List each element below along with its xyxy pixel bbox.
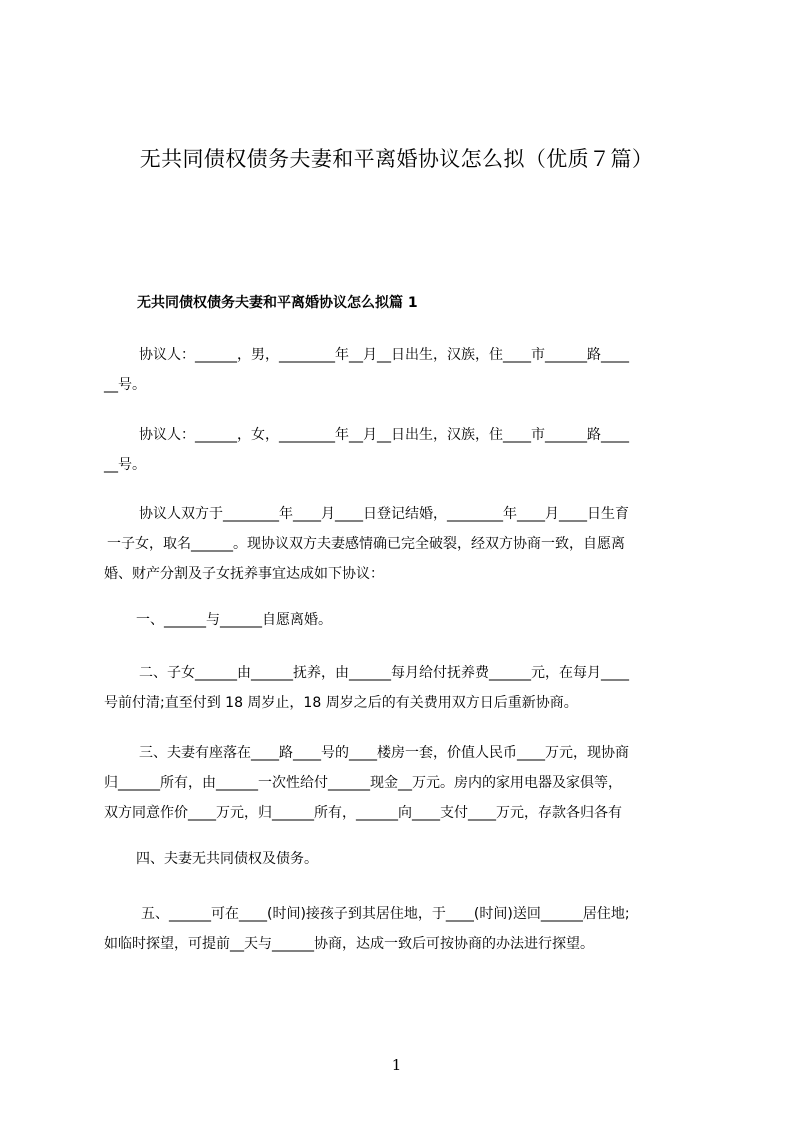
- marriage-info-paragraph: [104, 499, 704, 589]
- clause-1: [104, 605, 704, 635]
- clause-2: [104, 658, 704, 718]
- paragraph-line: 五、______可在____(时间)接孩子到其居住地，于____(时间)送回______居住地;: [141, 906, 630, 922]
- paragraph-line: 二、子女______由______抚养，由______每月给付抚养费______元，在每月____: [139, 665, 629, 681]
- paragraph-line: 归______所有，由______一次性给付______现金__万元。房内的家用电器及家俱等，: [104, 775, 622, 791]
- document-title: 无共同债权债务夫妻和平离婚协议怎么拟（优质７篇）: [139, 147, 654, 171]
- paragraph-line: __号。: [104, 377, 146, 393]
- paragraph-line: 双方同意作价____万元，归______所有，______向____支付____万元，存款各归各有: [104, 805, 622, 821]
- paragraph-line: 一、______与______自愿离婚。: [136, 612, 332, 628]
- paragraph-line: 一子女，取名______。现协议双方夫妻感情确已完全破裂，经双方协商一致，自愿离: [107, 536, 625, 552]
- clause-3: [104, 738, 704, 828]
- paragraph-line: 三、夫妻有座落在____路____号的____楼房一套，价值人民币____万元，现协商: [139, 745, 629, 761]
- paragraph-line: 四、夫妻无共同债权及债务。: [136, 851, 318, 867]
- page-number: 1: [391, 1056, 402, 1074]
- paragraph-line: 协议人：______，女，________年__月__日出生，汉族，住____市______路____: [139, 427, 629, 443]
- paragraph-line: 如临时探望，可提前__天与______协商，达成一致后可按协商的办法进行探望。: [104, 936, 594, 952]
- paragraph-line: __号。: [104, 457, 146, 473]
- paragraph-line: 号前付清;直至付到 18 周岁止，18 周岁之后的有关费用双方日后重新协商。: [104, 695, 578, 711]
- party-male-paragraph: [104, 340, 704, 400]
- paragraph-line: 协议人：______，男，________年__月__日出生，汉族，住____市______路____: [139, 347, 629, 363]
- clause-5: [104, 899, 704, 959]
- paragraph-line: 协议人双方于________年____月____日登记结婚，________年____月____日生育: [139, 506, 629, 522]
- section-title: 无共同债权债务夫妻和平离婚协议怎么拟篇 1: [137, 295, 418, 311]
- party-female-paragraph: [104, 420, 704, 480]
- paragraph-line: 婚、财产分割及子女抚养事宜达成如下协议：: [104, 566, 384, 582]
- clause-4: [104, 844, 704, 874]
